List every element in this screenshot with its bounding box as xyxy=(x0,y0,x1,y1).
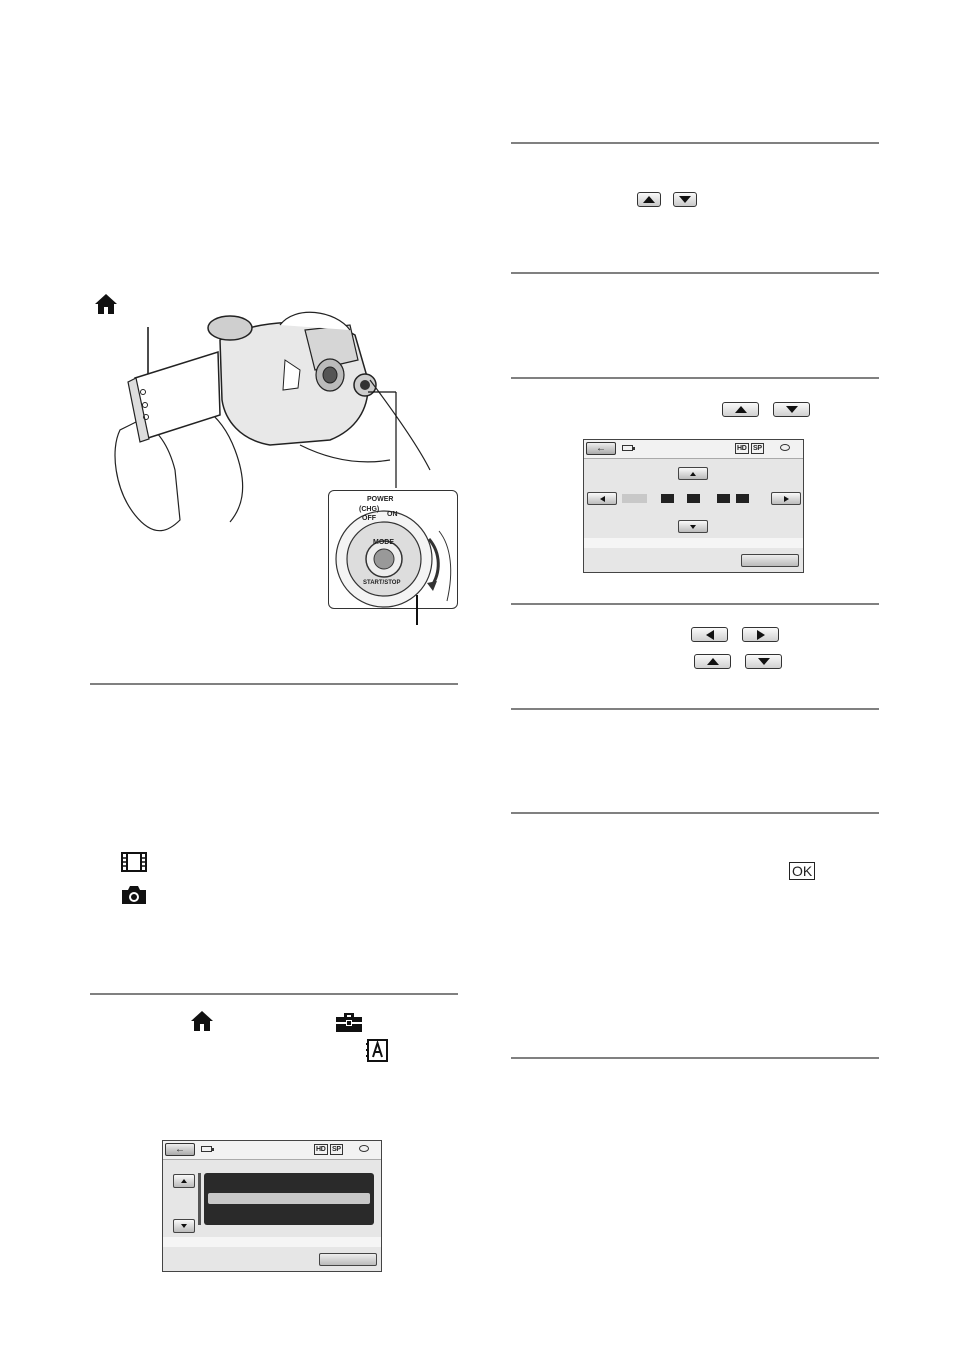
section-rule xyxy=(511,603,879,605)
screen-top-bar xyxy=(163,1141,381,1160)
section-rule xyxy=(511,272,879,274)
dial-chg-label: (CHG) xyxy=(359,506,380,513)
section-rule xyxy=(511,142,879,144)
home-icon xyxy=(190,1010,214,1032)
quality-badge: SP xyxy=(332,1146,341,1153)
down-arrow-button[interactable] xyxy=(745,654,782,669)
power-dial-graphic xyxy=(329,491,457,608)
section-rule xyxy=(511,812,879,814)
menu-list xyxy=(204,1173,374,1225)
back-button[interactable]: ← xyxy=(586,442,616,455)
down-arrow-button[interactable] xyxy=(673,192,697,207)
battery-icon xyxy=(201,1146,212,1152)
dial-off-label: OFF xyxy=(362,515,376,522)
value-up-button[interactable] xyxy=(678,467,708,480)
down-arrow-button[interactable] xyxy=(773,402,810,417)
date-field[interactable] xyxy=(661,494,674,503)
hd-format-badge: HD xyxy=(316,1146,326,1153)
disc-icon xyxy=(780,444,790,451)
value-down-button[interactable] xyxy=(678,520,708,533)
screen-status-bar xyxy=(163,1237,381,1247)
screen-status-bar xyxy=(584,538,803,548)
toolbox-icon xyxy=(334,1011,364,1033)
section-rule xyxy=(90,683,458,685)
battery-icon xyxy=(622,445,633,451)
dial-power-label: POWER xyxy=(367,496,394,503)
dial-start-stop-label: START/STOP xyxy=(363,580,401,586)
section-rule xyxy=(511,377,879,379)
time-field[interactable] xyxy=(717,494,730,503)
film-icon xyxy=(120,852,148,872)
clock-lang-icon xyxy=(365,1038,389,1062)
screen-top-bar xyxy=(584,440,803,459)
field-right-button[interactable] xyxy=(771,492,801,505)
dial-on-label: ON xyxy=(387,511,398,518)
section-rule xyxy=(90,993,458,995)
camera-icon xyxy=(120,884,148,906)
dial-callout-line xyxy=(416,595,418,625)
disc-icon xyxy=(359,1145,369,1152)
menu-item-selected[interactable] xyxy=(208,1193,370,1204)
section-rule xyxy=(511,1057,879,1059)
selected-field[interactable] xyxy=(622,494,647,503)
lcd-screen-clock-set xyxy=(583,439,804,573)
screen-ok-button[interactable] xyxy=(741,554,799,567)
section-rule xyxy=(511,708,879,710)
back-button[interactable]: ← xyxy=(165,1143,195,1156)
up-arrow-button[interactable] xyxy=(637,192,661,207)
scrollbar[interactable] xyxy=(198,1173,201,1225)
scroll-up-button[interactable] xyxy=(173,1174,195,1188)
screen-ok-button[interactable] xyxy=(319,1253,377,1266)
ok-button[interactable]: OK xyxy=(789,862,815,880)
left-arrow-button[interactable] xyxy=(691,627,728,642)
hd-format-badge: HD xyxy=(737,445,747,452)
power-dial-inset xyxy=(328,490,458,609)
lcd-screen-list xyxy=(162,1140,382,1272)
time-field[interactable] xyxy=(736,494,749,503)
date-field[interactable] xyxy=(687,494,700,503)
right-arrow-button[interactable] xyxy=(742,627,779,642)
quality-badge: SP xyxy=(753,445,762,452)
dial-mode-label: MODE xyxy=(373,539,394,546)
up-arrow-button[interactable] xyxy=(694,654,731,669)
scroll-down-button[interactable] xyxy=(173,1219,195,1233)
up-arrow-button[interactable] xyxy=(722,402,759,417)
field-left-button[interactable] xyxy=(587,492,617,505)
